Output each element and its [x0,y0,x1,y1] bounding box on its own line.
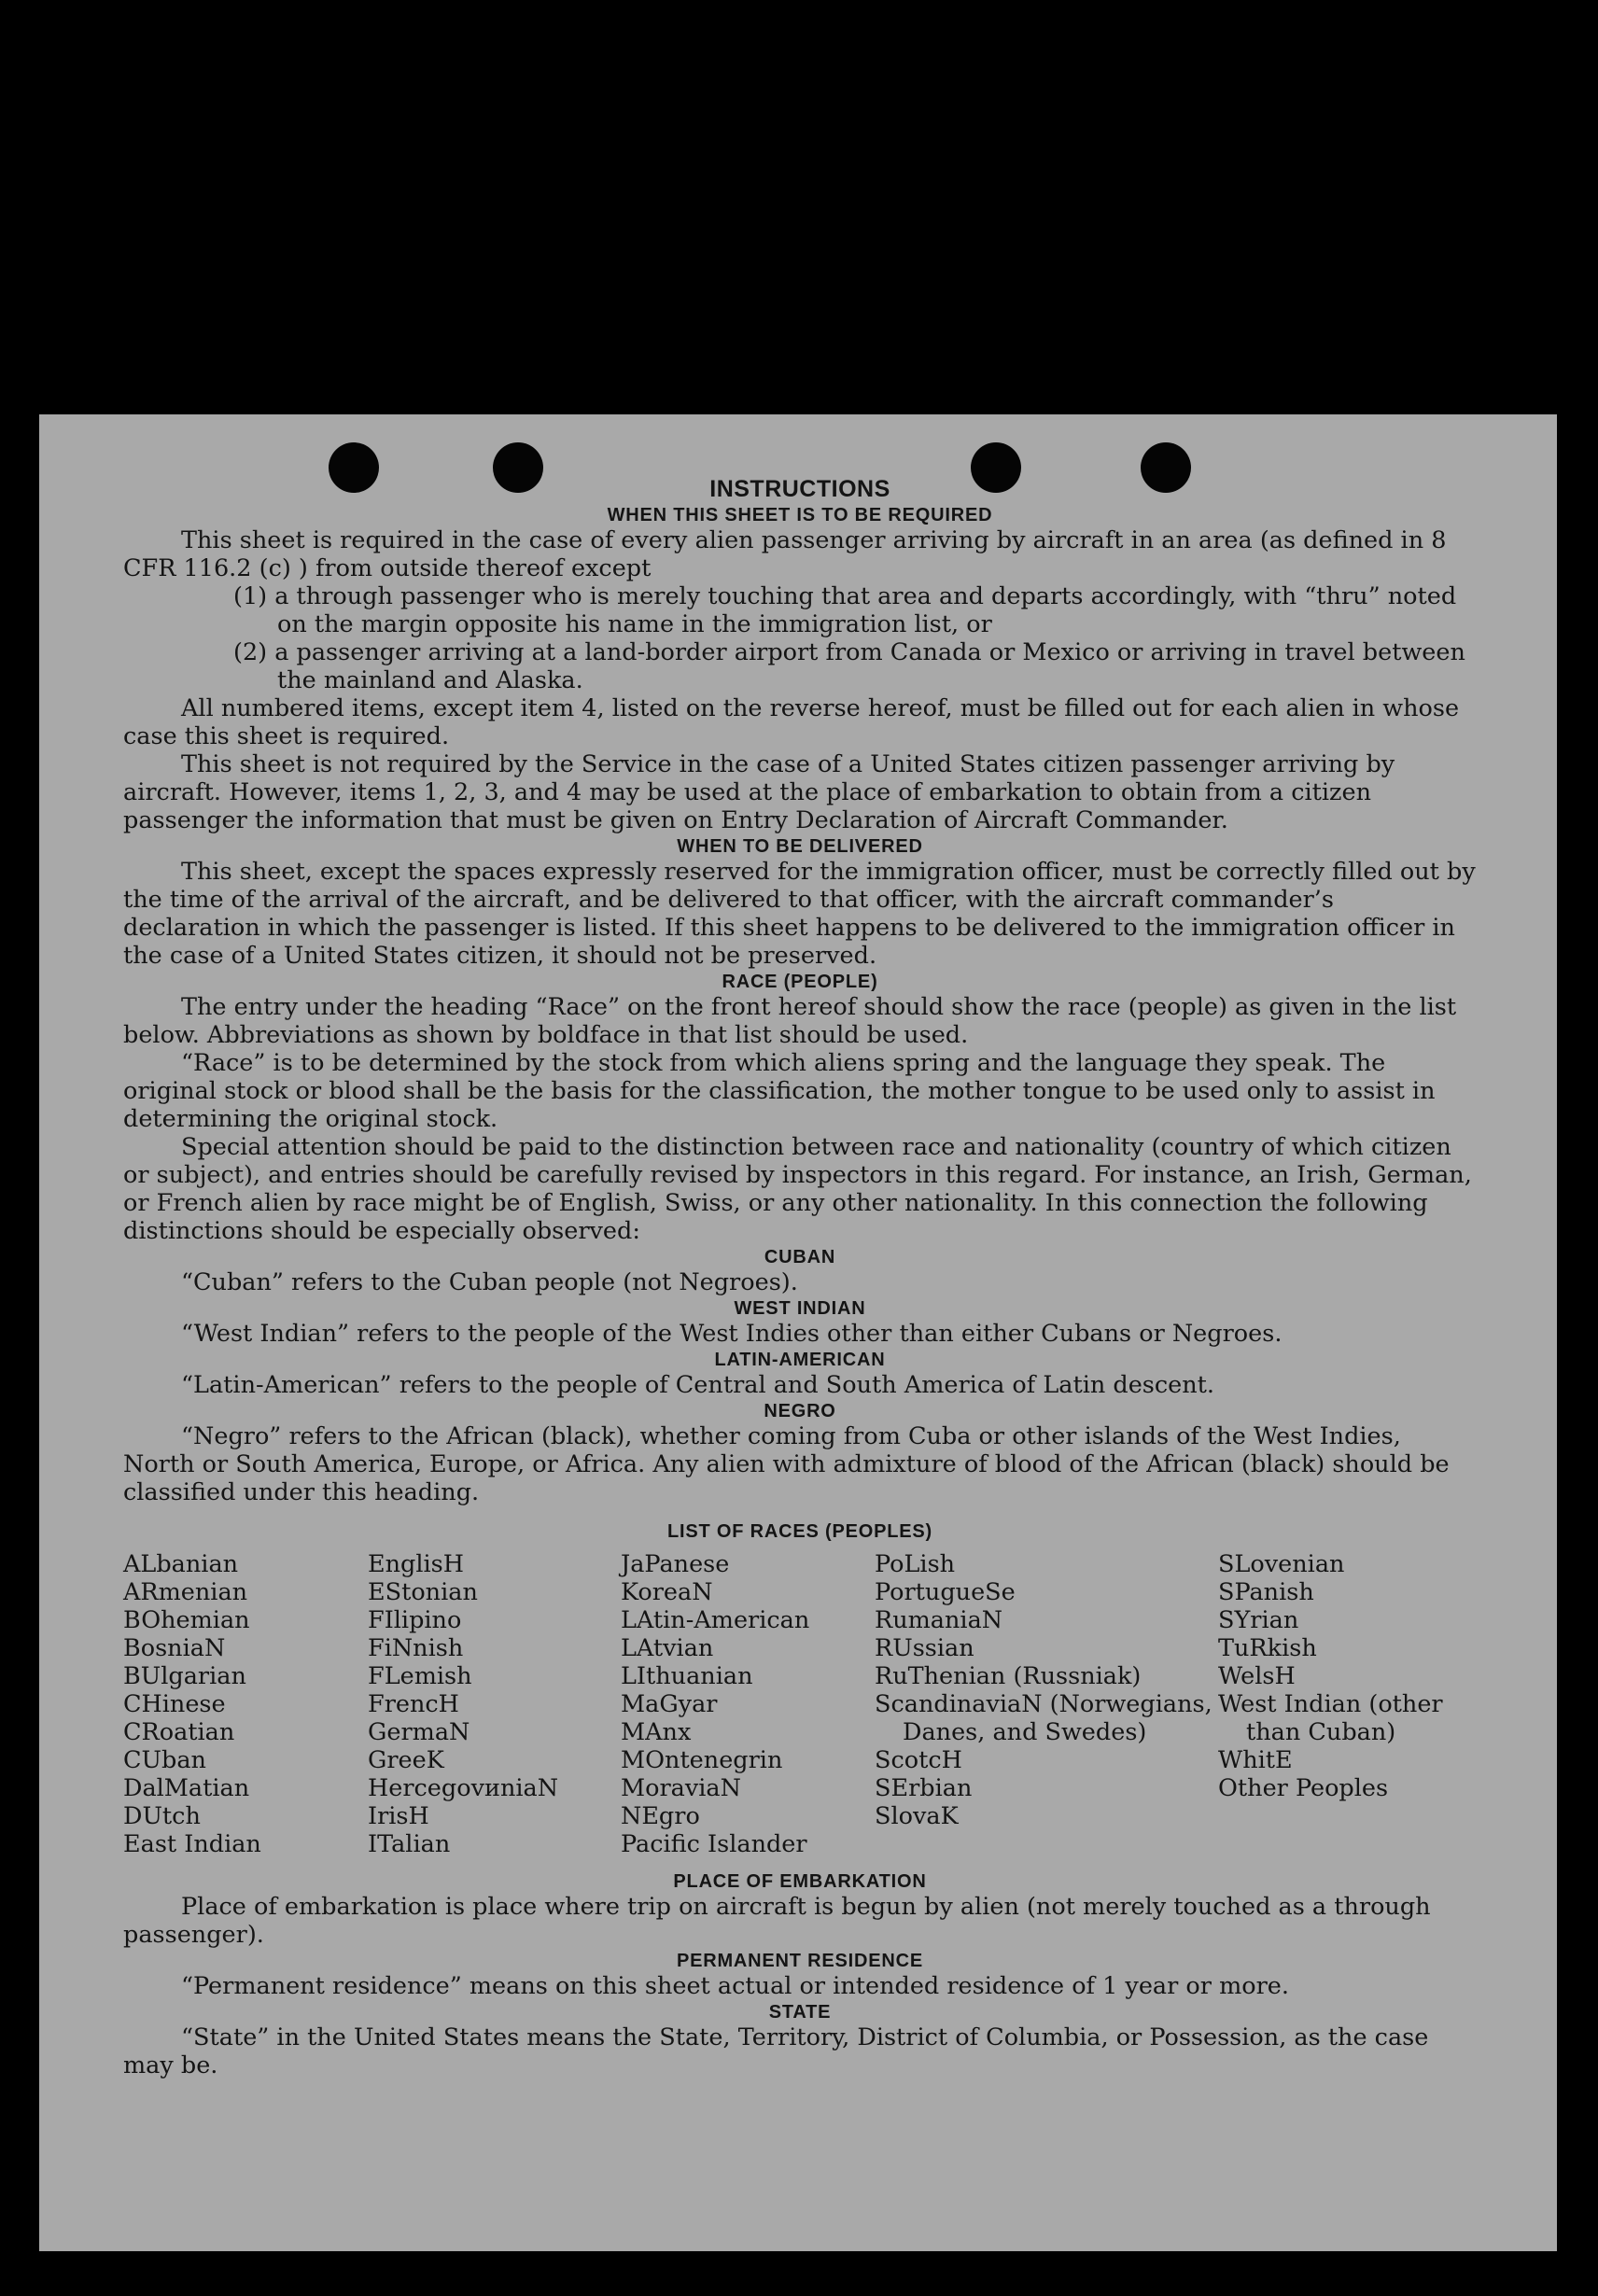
heading-when-delivered: WHEN TO BE DELIVERED [677,836,923,857]
race-entry: GreeK [368,1746,444,1774]
list-item: (2) a passenger arriving at a land-border airport from Canada or Mexico or arriving in travel between the mainland and Alaska. [233,638,1465,694]
paragraph: “West Indian” refers to the people of the West Indies other than either Cubans or Negroes. [181,1320,1283,1348]
race-entry: ALbanian [123,1550,239,1578]
paragraph: “Race” is to be determined by the stock from which aliens spring and the language they speak. The original stock or blood shall be the basis for the classification, the mother tongue to be used only to assist in determining the original stock. [123,1049,1436,1133]
heading-residence: PERMANENT RESIDENCE [676,1951,924,1971]
race-entry: DUtch [123,1802,201,1830]
race-entry: ScandinaviaN (Norwegians, Danes, and Swedes) [875,1690,1213,1746]
race-entry: WhitE [1218,1746,1293,1774]
race-entry: PoLish [875,1550,956,1578]
race-entry: ITalian [368,1830,451,1858]
race-entry: ScotcH [875,1746,962,1774]
race-entry: ARmenian [123,1578,248,1606]
paragraph: “Negro” refers to the African (black), whether coming from Cuba or other islands of the West Indies, North or South America, Europe, or Africa. Any alien with admixture of blood of the African (black) should be classified under this heading. [123,1422,1450,1506]
race-entry: BosniaN [123,1634,226,1662]
paragraph: The entry under the heading “Race” on the front hereof should show the race (people) as given in the list below. Abbreviations as shown by boldface in that list should be used. [123,993,1457,1049]
race-entry: LAtin-American [621,1606,810,1634]
paragraph: “State” in the United States means the State, Territory, District of Columbia, or Possession, as the case may be. [123,2023,1429,2079]
races-column-5 [1218,1550,1477,1858]
race-entry: EStonian [368,1578,478,1606]
race-entry: BOhemian [123,1606,250,1634]
race-entry: MaGyar [621,1690,718,1718]
race-entry: CHinese [123,1690,226,1718]
paragraph: This sheet is not required by the Service in the case of a United States citizen passenger arriving by aircraft. However, items 1, 2, 3, and 4 may be used at the place of embarkation to obtain from a citizen passenger the information that must be given on Entry Declaration of Aircraft Commander. [123,750,1395,834]
race-entry: IrisH [368,1802,429,1830]
race-entry: Other Peoples [1218,1774,1389,1802]
race-entry: SYrian [1218,1606,1299,1634]
race-entry: SErbian [875,1774,973,1802]
paragraph: “Permanent residence” means on this sheet actual or intended residence of 1 year or more. [181,1972,1289,2000]
heading-negro: NEGRO [764,1401,836,1421]
heading-race: RACE (PEOPLE) [722,972,878,992]
races-column-3 [621,1550,875,1858]
race-entry: FrencH [368,1690,459,1718]
race-entry: LAtvian [621,1634,714,1662]
page-title: INSTRUCTIONS [709,476,890,502]
race-entry: SLovenian [1218,1550,1345,1578]
instruction-sheet [39,414,1557,2251]
race-entry: MAnx [621,1718,692,1746]
race-entry: DalMatian [123,1774,250,1802]
paragraph: This sheet is required in the case of every alien passenger arriving by aircraft in an area (as defined in 8 CFR 116.2 (c) ) from outside thereof except [123,526,1447,582]
race-entry: TuRkish [1218,1634,1317,1662]
race-entry: MOntenegrin [621,1746,783,1774]
race-entry: RuThenian (Russniak) [875,1662,1142,1690]
paragraph: “Cuban” refers to the Cuban people (not Negroes). [181,1268,798,1296]
race-entry: SlovaK [875,1802,959,1830]
race-entry: GermaN [368,1718,470,1746]
race-entry: West Indian (other than Cuban) [1218,1690,1443,1746]
race-entry: East Indian [123,1830,261,1858]
heading-latin-american: LATIN-AMERICAN [714,1350,886,1370]
race-entry: RUssian [875,1634,974,1662]
race-entry: FIlipino [368,1606,462,1634]
races-column-2 [368,1550,621,1858]
heading-state: STATE [768,2002,832,2023]
race-entry: CRoatian [123,1718,235,1746]
race-entry: MoraviaN [621,1774,741,1802]
paragraph: Place of embarkation is place where trip on aircraft is begun by alien (not merely touched as a through passenger). [123,1893,1431,1949]
race-entry: FiNnish [368,1634,464,1662]
race-entry: KoreaN [621,1578,713,1606]
races-column-4 [875,1550,1218,1858]
race-entry: BUlgarian [123,1662,246,1690]
race-entry: CUban [123,1746,206,1774]
race-entry: PortugueSe [875,1578,1016,1606]
race-entry: RumaniaN [875,1606,1003,1634]
paragraph: Special attention should be paid to the distinction between race and nationality (country of which citizen or subject), and entries should be carefully revised by inspectors in this regard. For instance, an Irish, German, or French alien by race might be of English, Swiss, or any other nationality. In this connection the following distinctions should be especially observed: [123,1133,1472,1245]
race-entry: SPanish [1218,1578,1314,1606]
heading-embarkation: PLACE OF EMBARKATION [673,1871,927,1892]
race-entry: JaPanese [621,1550,730,1578]
document-body [123,476,1477,2079]
races-column-1 [123,1550,368,1858]
race-entry: HercegovиniaN [368,1774,559,1802]
race-entry: FLemish [368,1662,472,1690]
heading-when-required: WHEN THIS SHEET IS TO BE REQUIRED [607,505,993,525]
heading-west-indian: WEST INDIAN [734,1298,866,1319]
race-entry: WelsH [1218,1662,1296,1690]
heading-list-of-races: LIST OF RACES (PEOPLES) [667,1521,932,1542]
paragraph: All numbered items, except item 4, listed on the reverse hereof, must be filled out for each alien in whose case this sheet is required. [123,694,1460,750]
heading-cuban: CUBAN [764,1247,836,1267]
race-entry: LIthuanian [621,1662,753,1690]
race-entry: Pacific Islander [621,1830,807,1858]
list-item: (1) a through passenger who is merely touching that area and departs accordingly, with “thru” noted on the margin opposite his name in the immigration list, or [233,582,1457,638]
race-entry: NEgro [621,1802,700,1830]
race-entry: EnglisH [368,1550,464,1578]
paragraph: This sheet, except the spaces expressly reserved for the immigration officer, must be correctly filled out by the time of the arrival of the aircraft, and be delivered to that officer, with the aircraft commander’s declaration in which the passenger is listed. If this sheet happens to be delivered to the immigration officer in the case of a United States citizen, it should not be preserved. [123,858,1476,970]
races-list [123,1550,1477,1858]
paragraph: “Latin-American” refers to the people of Central and South America of Latin descent. [181,1371,1215,1399]
